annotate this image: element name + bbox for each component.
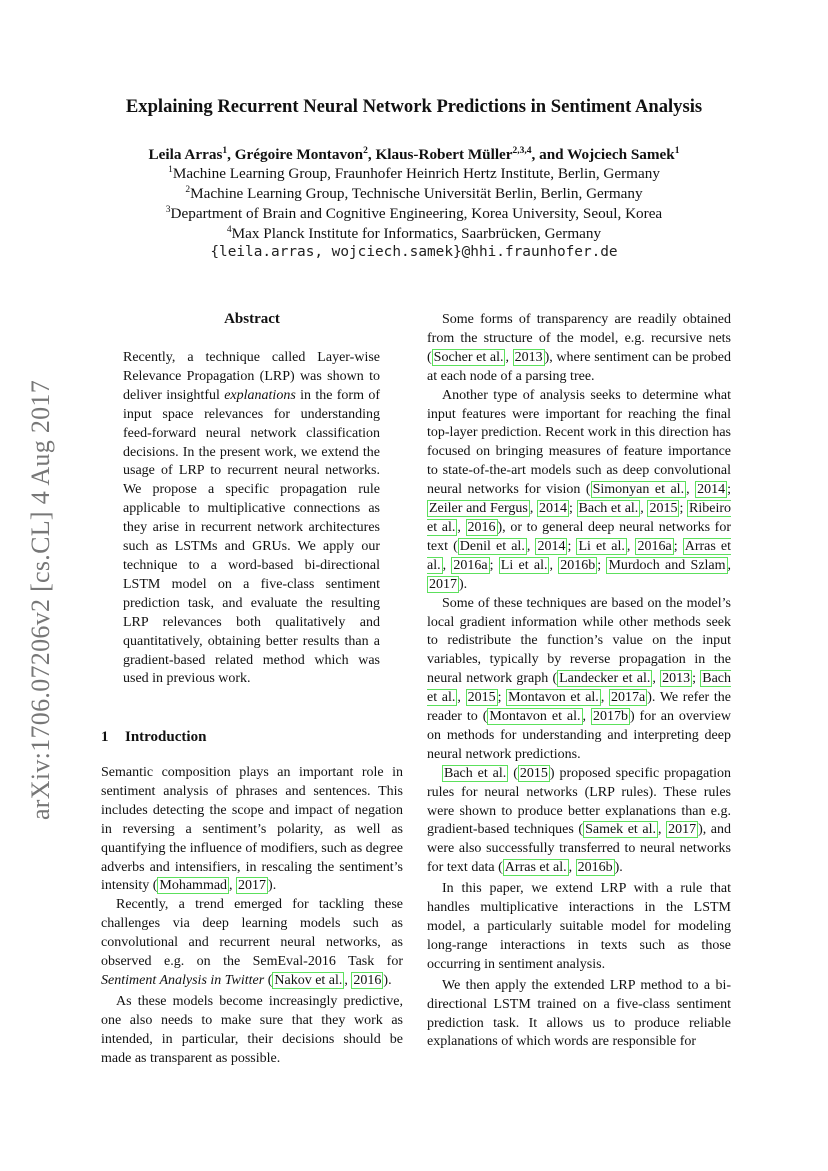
citation-separator: , [600, 690, 609, 706]
paragraph-text: ). [459, 576, 468, 592]
paragraph-text: ) proposed specific propagation rules for neural networks (LRP rules). These rules were shown to produce better explanations than e.g. gradient-based techniques ( [427, 765, 731, 838]
citation-separator: , [526, 538, 536, 554]
abstract-body [123, 349, 380, 689]
contact-email: {leila.arras, wojciech.samek}@hhi.fraunhofer.de [210, 244, 618, 260]
abstract-text: Recently, a technique called Layer-wise Relevance Propagation (LRP) was shown to deliver insightful [123, 350, 380, 403]
citation-separator: ; [679, 501, 687, 517]
citation-link[interactable]: Simonyan et al. [592, 482, 685, 498]
paragraph-text: ) for an overview on methods for understanding and interpreting deep neural network predictions. [427, 709, 732, 762]
left-column-body [101, 764, 403, 1069]
citation-separator: , [229, 878, 237, 894]
section-title: Introduction [125, 729, 207, 745]
citation-separator: , [457, 690, 466, 706]
citation-link[interactable]: Denil et al. [459, 538, 525, 554]
citation-separator: , [658, 822, 667, 838]
citation-link[interactable]: 2013 [662, 671, 691, 687]
paragraph-text: Another type of analysis seeks to determine what input features were important for reaching the final top-layer prediction. Recent work in this direction has focused on bringing measures of feature importance to state-of-the-art models such as deep convolutional neural networks for vision ( [427, 387, 731, 498]
author-list: Leila Arras$^1$, Grégoire Montavon$^2$, Klaus-Robert Müller$^{2,3,4}$, and Wojciech Samek$^1$ [148, 146, 680, 163]
citation-separator: ; [673, 538, 683, 554]
citation-link[interactable]: Montavon et al. [508, 690, 599, 706]
citation-link[interactable]: 2017a [611, 690, 646, 706]
citation-separator: , [529, 501, 537, 517]
paragraph: As these models become increasingly predictive, one also needs to make sure that they work as intended, in particular, their decisions should be made as transparent as possible. [101, 993, 403, 1066]
citation-separator: , [727, 557, 732, 573]
citation-link[interactable]: 2014 [697, 482, 726, 498]
citation-separator: , [652, 671, 661, 687]
affiliation-line [0, 184, 828, 203]
citation-link[interactable]: 2016a [637, 538, 672, 554]
arxiv-identifier: arXiv:1706.07206v2 [cs.CL] 4 Aug 2017 [26, 379, 55, 821]
citation-link[interactable]: Samek et al. [585, 822, 656, 838]
paragraph-text: ). We refer the reader to ( [427, 690, 732, 725]
citation-link[interactable]: Socher et al. [433, 349, 504, 365]
paragraph-text: Some forms of transparency are readily obtained from the structure of the model, e.g. recursive nets ( [427, 312, 731, 365]
citation-link[interactable]: 2014 [537, 538, 566, 554]
paragraph [427, 311, 731, 387]
citation-link[interactable]: 2017b [592, 709, 628, 725]
author-name: Klaus-Robert Müller [375, 146, 513, 163]
affiliation-line [0, 224, 828, 243]
citation-link[interactable]: Li et al. [500, 557, 548, 573]
paragraph-text: ). [383, 972, 392, 988]
citation-link[interactable]: 2015 [649, 501, 678, 517]
paragraph-text: ), and were also successfully transferred to neural networks for text data ( [427, 822, 731, 876]
citation-separator: ; [692, 671, 701, 687]
affiliation-mark: 1 [168, 165, 173, 175]
paragraph [427, 595, 731, 765]
citation-separator: , [505, 349, 513, 365]
abstract-heading: Abstract [224, 311, 280, 327]
citation-link[interactable]: Zeiler and Fergus [429, 501, 528, 517]
citation-separator: ; [727, 482, 731, 498]
citation-separator: , [568, 860, 576, 876]
paragraph [101, 896, 403, 991]
author-affiliation-mark: 1 [674, 146, 680, 156]
section-number: 1 [101, 729, 109, 745]
citation-link[interactable]: 2013 [514, 349, 543, 365]
citation-link[interactable]: Landecker et al. [559, 671, 651, 687]
paragraph-text: ), where sentiment can be probed at each node of a parsing tree. [427, 349, 731, 384]
citation-separator: , [640, 501, 648, 517]
citation-link[interactable]: 2016a [453, 557, 488, 573]
paragraph-text: ). [268, 878, 277, 894]
citation-separator: , [442, 557, 452, 573]
affiliation-text: Max Planck Institute for Informatics, Saarbrücken, Germany [231, 225, 602, 242]
affiliation-line [0, 204, 828, 223]
citation-link[interactable]: 2017 [429, 576, 457, 592]
abstract-text: in the form of input space relevances for understanding feed-forward neural network classification decisions. In the present work, we extend the usage of LRP to recurrent neural networks. We propose a specific propagation rule applicable to multiplicative connections as they arise in recurrent network architectures such as LSTMs and GRUs. We apply our technique to a word-based bi-directional LSTM model on a five-class sentiment prediction task, and evaluate the resulting LRP relevances both qualitatively and quantitatively, obtaining better results than a gradient-based related method which was used in previous work. [123, 387, 380, 687]
citation-link[interactable]: 2016b [560, 557, 596, 573]
citation-link[interactable]: 2015 [519, 765, 548, 781]
affiliation-mark: 4 [226, 225, 232, 235]
citation-separator: , [686, 482, 696, 498]
section-heading-introduction [101, 729, 403, 746]
paragraph [101, 764, 403, 896]
citation-separator: ; [597, 557, 607, 573]
citation-link[interactable]: Montavon et al. [489, 709, 581, 725]
right-column-body [427, 311, 731, 1052]
paragraph-text: ( [264, 972, 273, 988]
citation-link[interactable]: Bach et al. [444, 765, 507, 781]
author-affiliation-mark: 2,3,4 [512, 146, 532, 156]
abstract-emphasis: explanations [224, 387, 296, 403]
affiliation-text: Machine Learning Group, Technische Universität Berlin, Berlin, Germany [190, 185, 643, 202]
citation-separator: , [344, 972, 352, 988]
citation-link[interactable]: Ribeiro et al. [427, 501, 731, 535]
citation-separator: , [582, 709, 591, 725]
paragraph-text: Recently, a trend emerged for tackling these challenges via deep learning models such as convolutional and recurrent neural networks, as observed e.g. on the SemEval-2016 Task for [101, 897, 403, 970]
citation-link[interactable]: 2016 [353, 972, 382, 988]
paragraph: In this paper, we extend LRP with a rule that handles multiplicative interactions in the LSTM model, a particularly suitable model for modeling long-range interactions in texts such as those occurring in sentiment analysis. [427, 881, 731, 972]
citation-link[interactable]: Arras et al. [504, 860, 567, 876]
affiliation-mark: 2 [185, 185, 191, 195]
author-name: Grégoire Montavon [234, 146, 364, 163]
citation-link[interactable]: 2016b [577, 860, 613, 876]
author-affiliation-mark: 2 [363, 146, 368, 156]
citation-link[interactable]: Bach et al. [427, 671, 732, 706]
affiliation-text: Department of Brain and Cognitive Engineering, Korea University, Seoul, Korea [170, 205, 663, 222]
citation-link[interactable]: Arras et al. [427, 538, 732, 573]
citation-separator: ; [567, 538, 577, 554]
citation-link[interactable]: Nakov et al. [274, 972, 343, 988]
citation-separator: , [626, 538, 636, 554]
citation-link[interactable]: 2015 [467, 690, 496, 706]
paragraph-text: Some of these techniques are based on the model’s local gradient information while other methods seek to redistribute the function’s value on the input variables, typically by reverse propagation in the neural network graph ( [427, 595, 731, 687]
citation-separator: ( [508, 765, 518, 781]
paragraph: We then apply the extended LRP method to a bi-directional LSTM trained on a five-class sentiment prediction task. It allows us to produce reliable explanations of which words are responsible for [427, 977, 731, 1050]
paragraph-text: ), or to general deep neural networks for text ( [427, 519, 731, 554]
author-name: Leila Arras [148, 146, 223, 163]
citation-link[interactable]: 2016 [467, 519, 496, 535]
affiliation-text: Machine Learning Group, Fraunhofer Heinrich Hertz Institute, Berlin, Germany [172, 165, 660, 182]
citation-separator: ; [497, 690, 507, 706]
paragraph [427, 765, 731, 878]
citation-separator: ; [568, 501, 577, 517]
citation-link[interactable]: Li et al. [578, 538, 625, 554]
paragraph-text: Semantic composition plays an important role in sentiment analysis of phrases and sentences. This includes detecting the scope and impact of negation in reversing a sentiment’s polarity, as well as quantifying the influence of modifiers, such as degree adverbs and intensifiers, in rescaling the sentiment’s intensity ( [101, 765, 403, 894]
author-name: and Wojciech Samek [539, 146, 675, 163]
author-affiliation-mark: 1 [222, 146, 228, 156]
paragraph [427, 387, 731, 595]
citation-link[interactable]: 2017 [238, 878, 267, 894]
citation-link[interactable]: 2014 [538, 501, 567, 517]
citation-separator: ; [489, 557, 499, 573]
affiliation-mark: 3 [165, 205, 171, 215]
paper-title: Explaining Recurrent Neural Network Predictions in Sentiment Analysis [125, 96, 703, 117]
citation-link[interactable]: Murdoch and Szlam [608, 557, 726, 573]
citation-separator: , [457, 519, 466, 535]
citation-link[interactable]: Bach et al. [578, 501, 639, 517]
paragraph-emphasis: Sentiment Analysis in Twitter [101, 972, 265, 988]
citation-separator: , [549, 557, 559, 573]
citation-link[interactable]: Mohammad [159, 878, 228, 894]
paragraph-text: ). [614, 860, 623, 876]
affiliation-line [0, 164, 828, 183]
citation-link[interactable]: 2017 [668, 822, 697, 838]
